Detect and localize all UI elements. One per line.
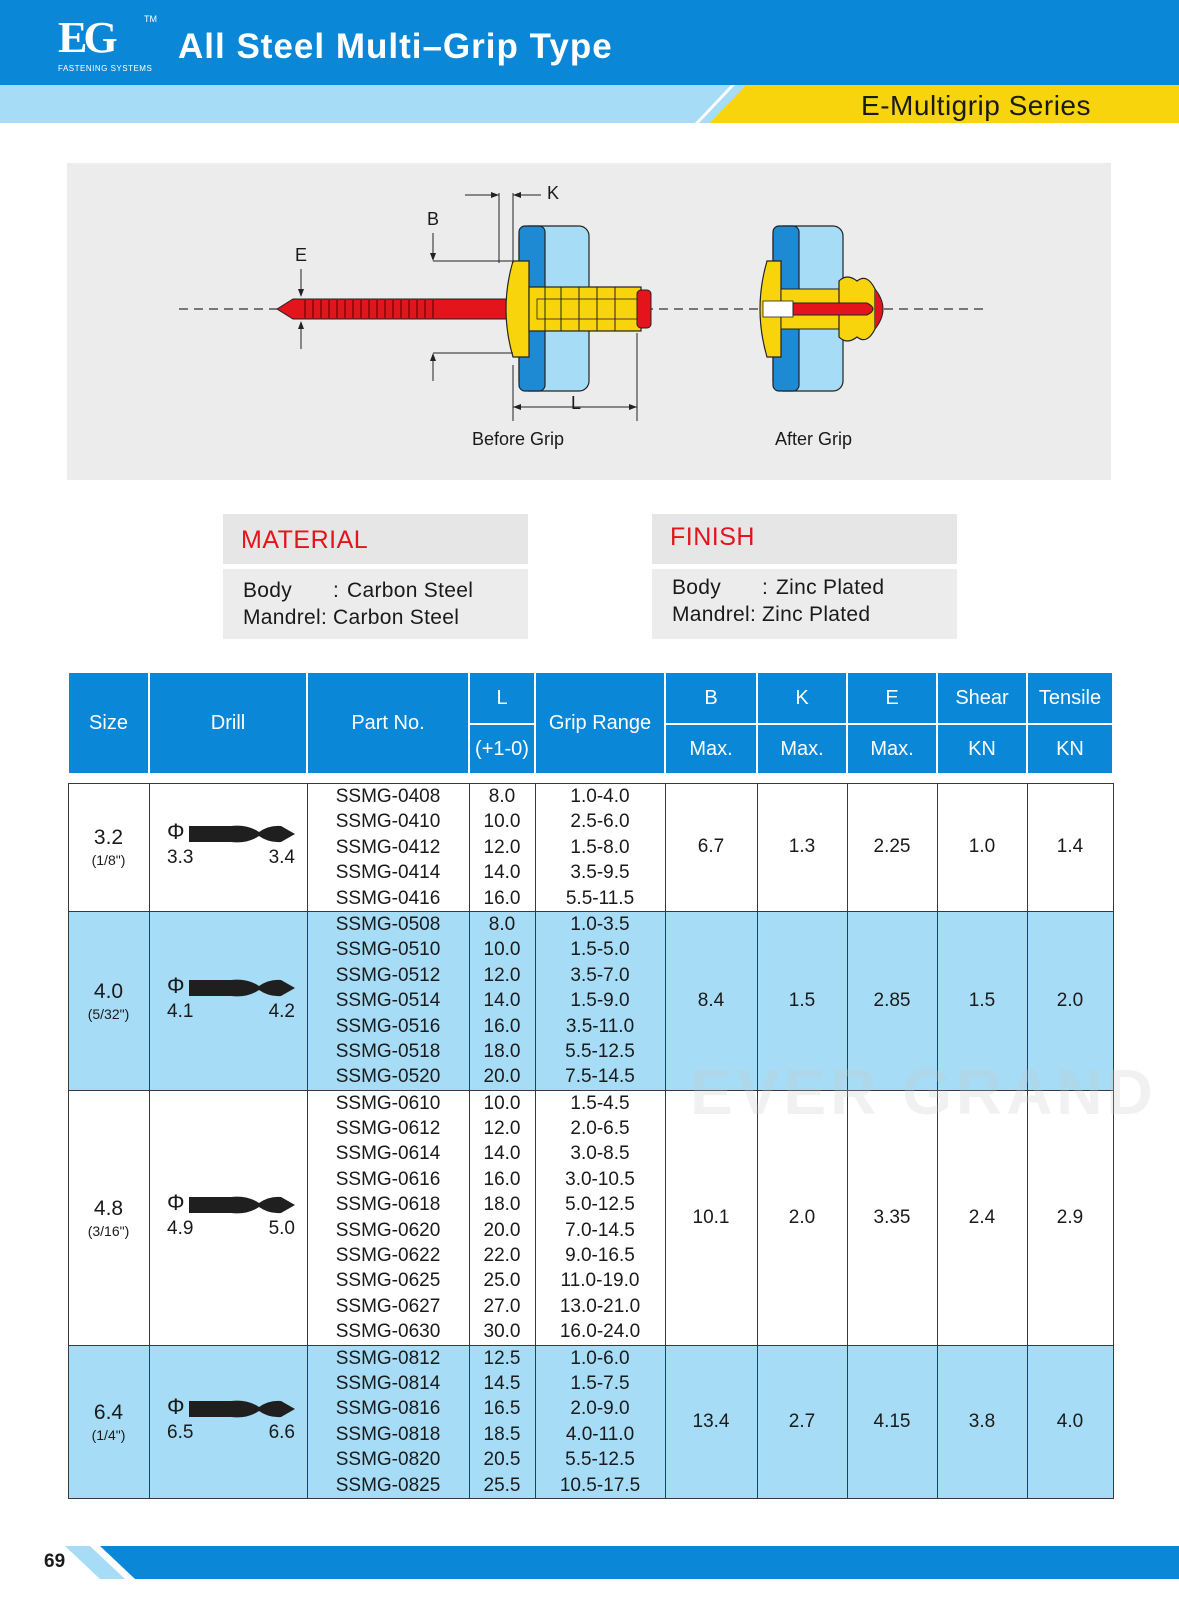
part-no: SSMG-0618	[335, 1194, 441, 1216]
length-value: 14.0	[483, 990, 521, 1012]
size-cell	[68, 784, 149, 912]
part-no: SSMG-0512	[335, 964, 441, 986]
grip-range-value: 3.0-8.5	[570, 1143, 630, 1165]
length-value: 16.0	[483, 1168, 521, 1190]
grip-range-value: 3.5-11.0	[565, 1015, 635, 1037]
watermark: EVER GRAND	[690, 1056, 1157, 1128]
size-value: 6.4	[93, 1400, 124, 1424]
length-value: 16.0	[483, 887, 521, 909]
finish-body-value: Zinc Plated	[776, 576, 885, 599]
length-value: 25.0	[483, 1270, 521, 1292]
part-no: SSMG-0820	[335, 1449, 441, 1471]
label-k: K	[547, 183, 560, 203]
grip-range-value: 1.5-4.5	[570, 1092, 630, 1114]
material-mandrel-value: Carbon Steel	[333, 606, 460, 629]
length-value: 12.0	[483, 964, 521, 986]
table-row	[68, 1345, 1113, 1498]
shear-cell: 2.4	[937, 1090, 1027, 1345]
rivet-head	[506, 261, 529, 357]
header-l-sub: (+1-0)	[469, 724, 535, 774]
drill-max: 3.4	[268, 847, 295, 869]
e-max-cell: 2.25	[847, 784, 937, 912]
drill-cell	[149, 1090, 307, 1345]
phi-symbol: Φ	[167, 819, 185, 845]
header-k: K	[757, 672, 847, 724]
length-cell	[469, 1090, 535, 1345]
length-value: 14.0	[483, 862, 521, 884]
part-no: SSMG-0625	[335, 1270, 441, 1292]
b-max-cell: 6.7	[665, 784, 757, 912]
size-fraction: (3/16")	[87, 1222, 130, 1239]
part-no: SSMG-0630	[335, 1321, 441, 1343]
length-value: 25.5	[483, 1474, 521, 1496]
grip-range-value: 1.5-9.0	[570, 990, 630, 1012]
shear-cell: 1.0	[937, 784, 1027, 912]
length-value: 20.0	[483, 1219, 521, 1241]
grip-range-value: 9.0-16.5	[565, 1245, 635, 1267]
part-no: SSMG-0620	[335, 1219, 441, 1241]
header-b-sub: Max.	[665, 724, 757, 774]
grip-range-value: 5.5-11.5	[565, 887, 635, 909]
size-fraction: (5/32")	[87, 1005, 130, 1022]
header-shear-sub: KN	[937, 724, 1027, 774]
part-no: SSMG-0508	[335, 913, 441, 935]
length-value: 14.5	[483, 1372, 521, 1394]
size-fraction: (1/8")	[91, 852, 126, 869]
material-mandrel-row	[243, 604, 459, 631]
grip-range-value: 10.5-17.5	[559, 1474, 641, 1496]
drill-cell	[149, 1345, 307, 1498]
e-max-cell: 2.85	[847, 911, 937, 1090]
shear-cell: 3.8	[937, 1345, 1027, 1498]
part-no-cell	[307, 911, 469, 1090]
grip-range-value: 7.0-14.5	[565, 1219, 635, 1241]
page-number: 69	[44, 1551, 66, 1572]
length-value: 12.0	[483, 836, 521, 858]
finish-box	[652, 569, 957, 639]
length-value: 18.0	[483, 1194, 521, 1216]
length-value: 20.0	[483, 1066, 521, 1088]
after-mandrel	[793, 303, 873, 315]
length-cell	[469, 1345, 535, 1498]
part-no: SSMG-0818	[335, 1423, 441, 1445]
grip-range-value: 1.5-8.0	[570, 836, 630, 858]
drill-cell	[149, 911, 307, 1090]
drill-spec	[155, 971, 301, 1031]
e-max-cell: 3.35	[847, 1090, 937, 1345]
grip-range-value: 1.5-7.5	[570, 1372, 630, 1394]
grip-range-value: 1.0-4.0	[570, 786, 630, 807]
length-value: 10.0	[483, 1092, 521, 1114]
finish-heading-box	[652, 514, 957, 564]
label-l: L	[571, 393, 582, 413]
finish-heading: FINISH	[670, 523, 755, 551]
part-no: SSMG-0414	[335, 862, 441, 884]
grip-range-value: 4.0-11.0	[565, 1423, 635, 1445]
grip-range-value: 13.0-21.0	[559, 1295, 641, 1317]
grip-range-value: 3.5-9.5	[570, 862, 630, 884]
length-value: 12.0	[483, 1118, 521, 1140]
e-max-cell: 4.15	[847, 1345, 937, 1498]
header-k-sub: Max.	[757, 724, 847, 774]
k-max-cell: 2.0	[757, 1090, 847, 1345]
size-value: 3.2	[93, 826, 124, 850]
length-value: 16.0	[483, 1015, 521, 1037]
spec-table-header	[68, 672, 1113, 784]
part-no: SSMG-0520	[335, 1066, 441, 1088]
drill-min: 6.5	[167, 1421, 194, 1443]
material-mandrel-label: Mandrel:	[243, 606, 328, 629]
drill-max: 4.2	[268, 1000, 295, 1022]
logo-subtitle: FASTENING SYSTEMS	[58, 64, 153, 73]
length-value: 22.0	[483, 1245, 521, 1267]
part-no: SSMG-0814	[335, 1372, 441, 1394]
length-cell	[469, 784, 535, 912]
finish-mandrel-value: Zinc Plated	[762, 603, 871, 626]
length-value: 8.0	[488, 913, 516, 935]
size-value: 4.8	[93, 1196, 124, 1220]
drill-spec	[155, 1188, 301, 1248]
length-value: 27.0	[483, 1295, 521, 1317]
grip-range-value: 3.5-7.0	[570, 964, 630, 986]
rivet-diagram	[67, 163, 1111, 480]
company-logo	[58, 13, 157, 80]
drill-max: 6.6	[268, 1421, 295, 1443]
b-max-cell: 8.4	[665, 911, 757, 1090]
size-value: 4.0	[93, 979, 124, 1003]
header-tensile: Tensile	[1027, 672, 1113, 724]
part-no-cell	[307, 1345, 469, 1498]
grip-range-value: 11.0-19.0	[560, 1270, 640, 1292]
part-no: SSMG-0416	[335, 887, 441, 909]
drill-max: 5.0	[268, 1217, 295, 1239]
length-value: 8.0	[488, 786, 516, 807]
drill-spec	[155, 817, 301, 877]
part-no: SSMG-0627	[335, 1295, 441, 1317]
header-grip-range: Grip Range	[535, 672, 665, 774]
part-no-cell	[307, 784, 469, 912]
page-header	[0, 0, 1179, 85]
k-max-cell: 1.5	[757, 911, 847, 1090]
material-body-row: Body : Carbon Steel	[243, 579, 474, 602]
tensile-cell: 2.9	[1027, 1090, 1113, 1345]
grip-range-value: 2.0-6.5	[570, 1118, 630, 1140]
after-bore	[763, 301, 793, 317]
drill-bit-icon	[189, 823, 299, 845]
grip-range-value: 1.5-5.0	[570, 939, 630, 961]
part-no: SSMG-0412	[335, 836, 441, 858]
phi-symbol: Φ	[167, 1393, 185, 1419]
size-cell	[68, 1345, 149, 1498]
logo-mark: EG	[58, 13, 114, 62]
part-no: SSMG-0812	[335, 1347, 441, 1369]
label-e: E	[295, 245, 308, 265]
grip-range-value: 2.0-9.0	[570, 1398, 630, 1420]
rivet-sleeve	[529, 287, 641, 331]
tensile-cell: 4.0	[1027, 1345, 1113, 1498]
header-tensile-sub: KN	[1027, 724, 1113, 774]
part-no: SSMG-0614	[335, 1143, 441, 1165]
drill-cell	[149, 784, 307, 912]
tensile-cell: 2.0	[1027, 911, 1113, 1090]
size-fraction: (1/4")	[91, 1426, 126, 1443]
grip-range-value: 5.5-12.5	[565, 1449, 635, 1471]
header-shear: Shear	[937, 672, 1027, 724]
b-max-cell: 13.4	[665, 1345, 757, 1498]
table-row	[68, 784, 1113, 912]
page-title: All Steel Multi–Grip Type	[178, 27, 613, 66]
material-heading-box	[223, 514, 528, 564]
footer-band	[0, 1546, 1179, 1579]
material-heading: MATERIAL	[241, 526, 369, 554]
length-value: 18.5	[483, 1423, 521, 1445]
after-mandrel-head	[875, 289, 883, 329]
part-no: SSMG-0622	[335, 1245, 441, 1267]
length-value: 30.0	[483, 1321, 521, 1343]
grip-range-value: 5.5-12.5	[565, 1040, 635, 1062]
part-no: SSMG-0408	[335, 786, 441, 807]
grip-range-value: 5.0-12.5	[565, 1194, 635, 1216]
header-drill: Drill	[149, 672, 307, 774]
header-e-sub: Max.	[847, 724, 937, 774]
drill-min: 3.3	[167, 847, 194, 869]
grip-range-value: 1.0-6.0	[570, 1347, 630, 1369]
phi-symbol: Φ	[167, 972, 185, 998]
length-value: 16.5	[483, 1398, 521, 1420]
part-no: SSMG-0516	[335, 1015, 441, 1037]
drill-min: 4.9	[167, 1217, 194, 1239]
material-body-value: Carbon Steel	[347, 579, 474, 602]
k-max-cell: 2.7	[757, 1345, 847, 1498]
grip-range-value: 3.0-10.5	[565, 1168, 635, 1190]
length-value: 14.0	[483, 1143, 521, 1165]
part-no: SSMG-0612	[335, 1118, 441, 1140]
mandrel-head	[637, 290, 651, 328]
tensile-cell: 1.4	[1027, 784, 1113, 912]
header-b: B	[665, 672, 757, 724]
part-no: SSMG-0825	[335, 1474, 441, 1496]
part-no: SSMG-0514	[335, 990, 441, 1012]
shear-cell: 1.5	[937, 911, 1027, 1090]
header-l: L	[469, 672, 535, 724]
size-cell	[68, 1090, 149, 1345]
logo-trademark: TM	[144, 14, 157, 24]
length-value: 10.0	[483, 811, 521, 833]
part-no: SSMG-0518	[335, 1040, 441, 1062]
before-grip-caption: Before Grip	[472, 429, 565, 449]
series-title: E-Multigrip Series	[861, 90, 1091, 121]
drill-min: 4.1	[167, 1000, 194, 1022]
drill-bit-icon	[189, 1194, 299, 1216]
label-b: B	[427, 209, 440, 229]
finish-body-row: Body : Zinc Plated	[672, 576, 885, 599]
part-no: SSMG-0410	[335, 811, 441, 833]
after-grip-caption: After Grip	[775, 429, 853, 449]
finish-mandrel-label: Mandrel:	[672, 603, 757, 626]
drill-bit-icon	[189, 977, 299, 999]
drill-bit-icon	[189, 1398, 299, 1420]
grip-range-value: 7.5-14.5	[565, 1066, 635, 1088]
length-value: 12.5	[483, 1347, 521, 1369]
length-value: 10.0	[483, 939, 521, 961]
grip-range-cell	[535, 1345, 665, 1498]
part-no: SSMG-0610	[335, 1092, 441, 1114]
grip-range-value: 1.0-3.5	[570, 913, 630, 935]
length-value: 18.0	[483, 1040, 521, 1062]
part-no: SSMG-0616	[335, 1168, 441, 1190]
header-size: Size	[68, 672, 149, 774]
k-max-cell: 1.3	[757, 784, 847, 912]
drill-spec	[155, 1392, 301, 1452]
size-group	[68, 784, 1113, 912]
finish-mandrel-row	[672, 601, 870, 628]
b-max-cell: 10.1	[665, 1090, 757, 1345]
finish-body-label: Body	[672, 576, 722, 599]
material-box	[223, 569, 528, 639]
length-cell	[469, 911, 535, 1090]
material-body-label: Body	[243, 579, 293, 602]
length-value: 20.5	[483, 1449, 521, 1471]
grip-range-value: 16.0-24.0	[559, 1321, 641, 1343]
part-no-cell	[307, 1090, 469, 1345]
part-no: SSMG-0510	[335, 939, 441, 961]
size-group	[68, 1345, 1113, 1498]
grip-range-cell	[535, 784, 665, 912]
size-cell	[68, 911, 149, 1090]
header-part-no: Part No.	[307, 672, 469, 774]
rivet-drawing	[67, 163, 1111, 480]
grip-range-cell	[535, 1090, 665, 1345]
part-no: SSMG-0816	[335, 1398, 441, 1420]
grip-range-value: 2.5-6.0	[570, 811, 630, 833]
grip-range-cell	[535, 911, 665, 1090]
phi-symbol: Φ	[167, 1189, 185, 1215]
header-e: E	[847, 672, 937, 724]
